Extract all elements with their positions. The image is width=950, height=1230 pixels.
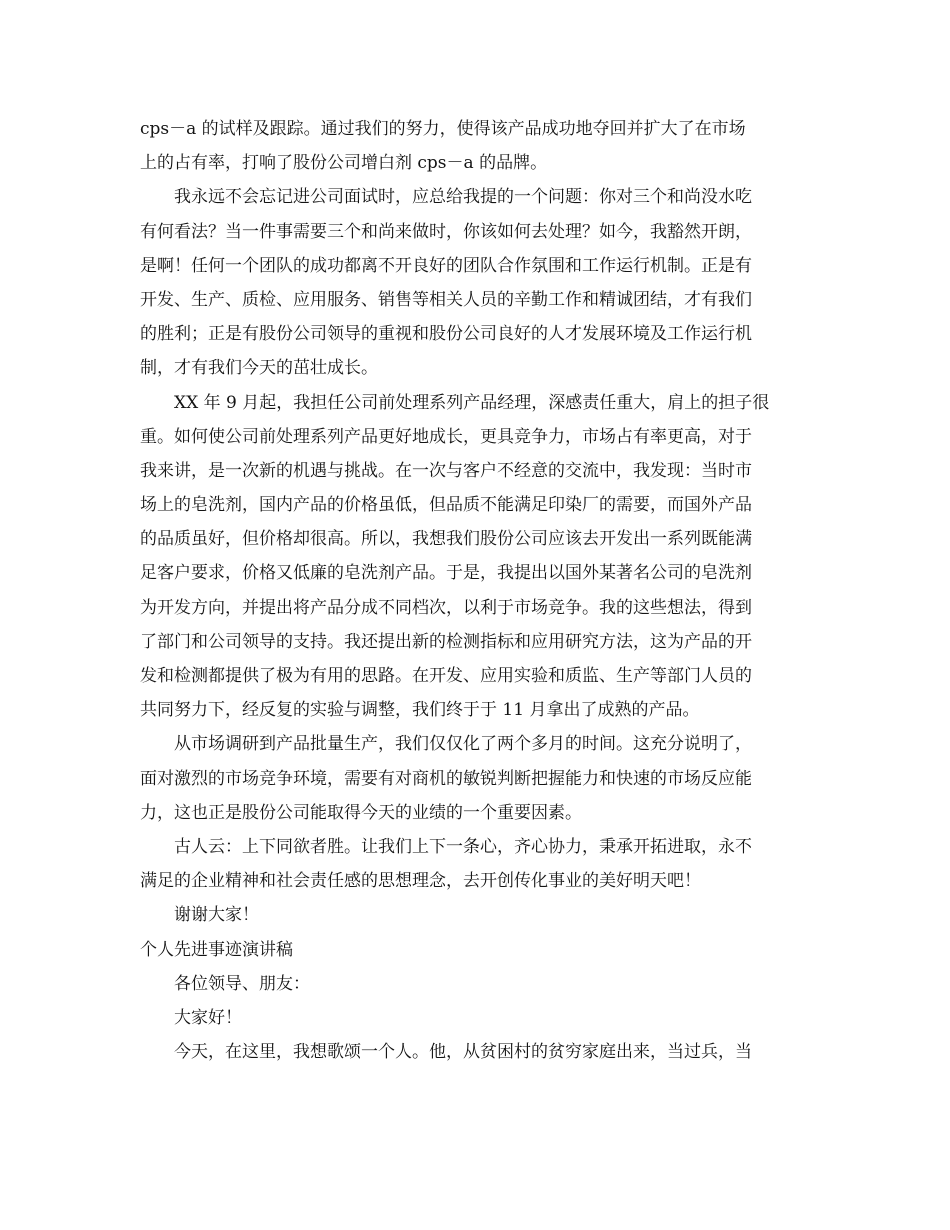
document-body [140, 112, 816, 1069]
text-line: XX 年 9 月起，我担任公司前处理系列产品经理，深感责任重大，肩上的担子很 [174, 392, 770, 413]
text-line: 场上的皂洗剂，国内产品的价格虽低，但品质不能满足印染厂的需要，而国外产品 [140, 495, 752, 516]
text-line: 制，才有我们今天的茁壮成长。 [140, 358, 378, 379]
text-line: cps－a 的试样及跟踪。通过我们的努力，使得该产品成功地夺回并扩大了在市场 [140, 119, 746, 139]
text-line: 满足的企业精神和社会责任感的思想理念，去开创传化事业的美好明天吧！ [140, 871, 701, 892]
text-line: 开发、生产、质检、应用服务、销售等相关人员的辛勤工作和精诚团结，才有我们 [140, 289, 752, 310]
text-line: 上的占有率，打响了股份公司增白剂 cps－a 的品牌。 [140, 153, 548, 174]
text-line: 的胜利；正是有股份公司领导的重视和股份公司良好的人才发展环境及工作运行机 [140, 324, 752, 345]
text-line: 从市场调研到产品批量生产，我们仅仅化了两个多月的时间。这充分说明了， [174, 734, 752, 755]
text-line: 个人先进事迹演讲稿 [140, 939, 293, 960]
text-line: 各位领导、朋友： [174, 973, 310, 994]
text-line: 重。如何使公司前处理系列产品更好地成长，更具竞争力，市场占有率更高，对于 [140, 426, 752, 447]
text-line: 发和检测都提供了极为有用的思路。在开发、应用实验和质监、生产等部门人员的 [140, 666, 752, 686]
text-line: 我永远不会忘记进公司面试时，应总给我提的一个问题：你对三个和尚没水吃 [174, 187, 752, 208]
text-line: 谢谢大家！ [174, 905, 259, 926]
text-line: 我来讲，是一次新的机遇与挑战。在一次与客户不经意的交流中，我发现：当时市 [140, 460, 752, 481]
text-line: 足客户要求，价格又低廉的皂洗剂产品。于是，我提出以国外某著名公司的皂洗剂 [140, 563, 752, 584]
text-line: 共同努力下，经反复的实验与调整，我们终于于 11 月拿出了成熟的产品。 [140, 700, 700, 721]
text-line: 面对激烈的市场竞争环境，需要有对商机的敏锐判断把握能力和快速的市场反应能 [140, 768, 752, 789]
text-line: 的品质虽好，但价格却很高。所以，我想我们股份公司应该去开发出一系列既能满 [140, 529, 752, 550]
text-line: 有何看法？当一件事需要三个和尚来做时，你该如何去处理？如今，我豁然开朗， [140, 221, 752, 242]
text-line: 力，这也正是股份公司能取得今天的业绩的一个重要因素。 [140, 802, 582, 823]
text-line: 大家好！ [174, 1007, 242, 1028]
text-line: 是啊！任何一个团队的成功都离不开良好的团队合作氛围和工作运行机制。正是有 [140, 255, 752, 276]
text-line: 今天，在这里，我想歌颂一个人。他，从贫困村的贫穷家庭出来，当过兵，当 [174, 1042, 752, 1063]
text-line: 了部门和公司领导的支持。我还提出新的检测指标和应用研究方法，这为产品的开 [140, 631, 752, 652]
text-line: 古人云：上下同欲者胜。让我们上下一条心，齐心协力，秉承开拓进取，永不 [174, 836, 752, 857]
text-line: 为开发方向，并提出将产品分成不同档次，以利于市场竞争。我的这些想法，得到 [140, 597, 752, 618]
